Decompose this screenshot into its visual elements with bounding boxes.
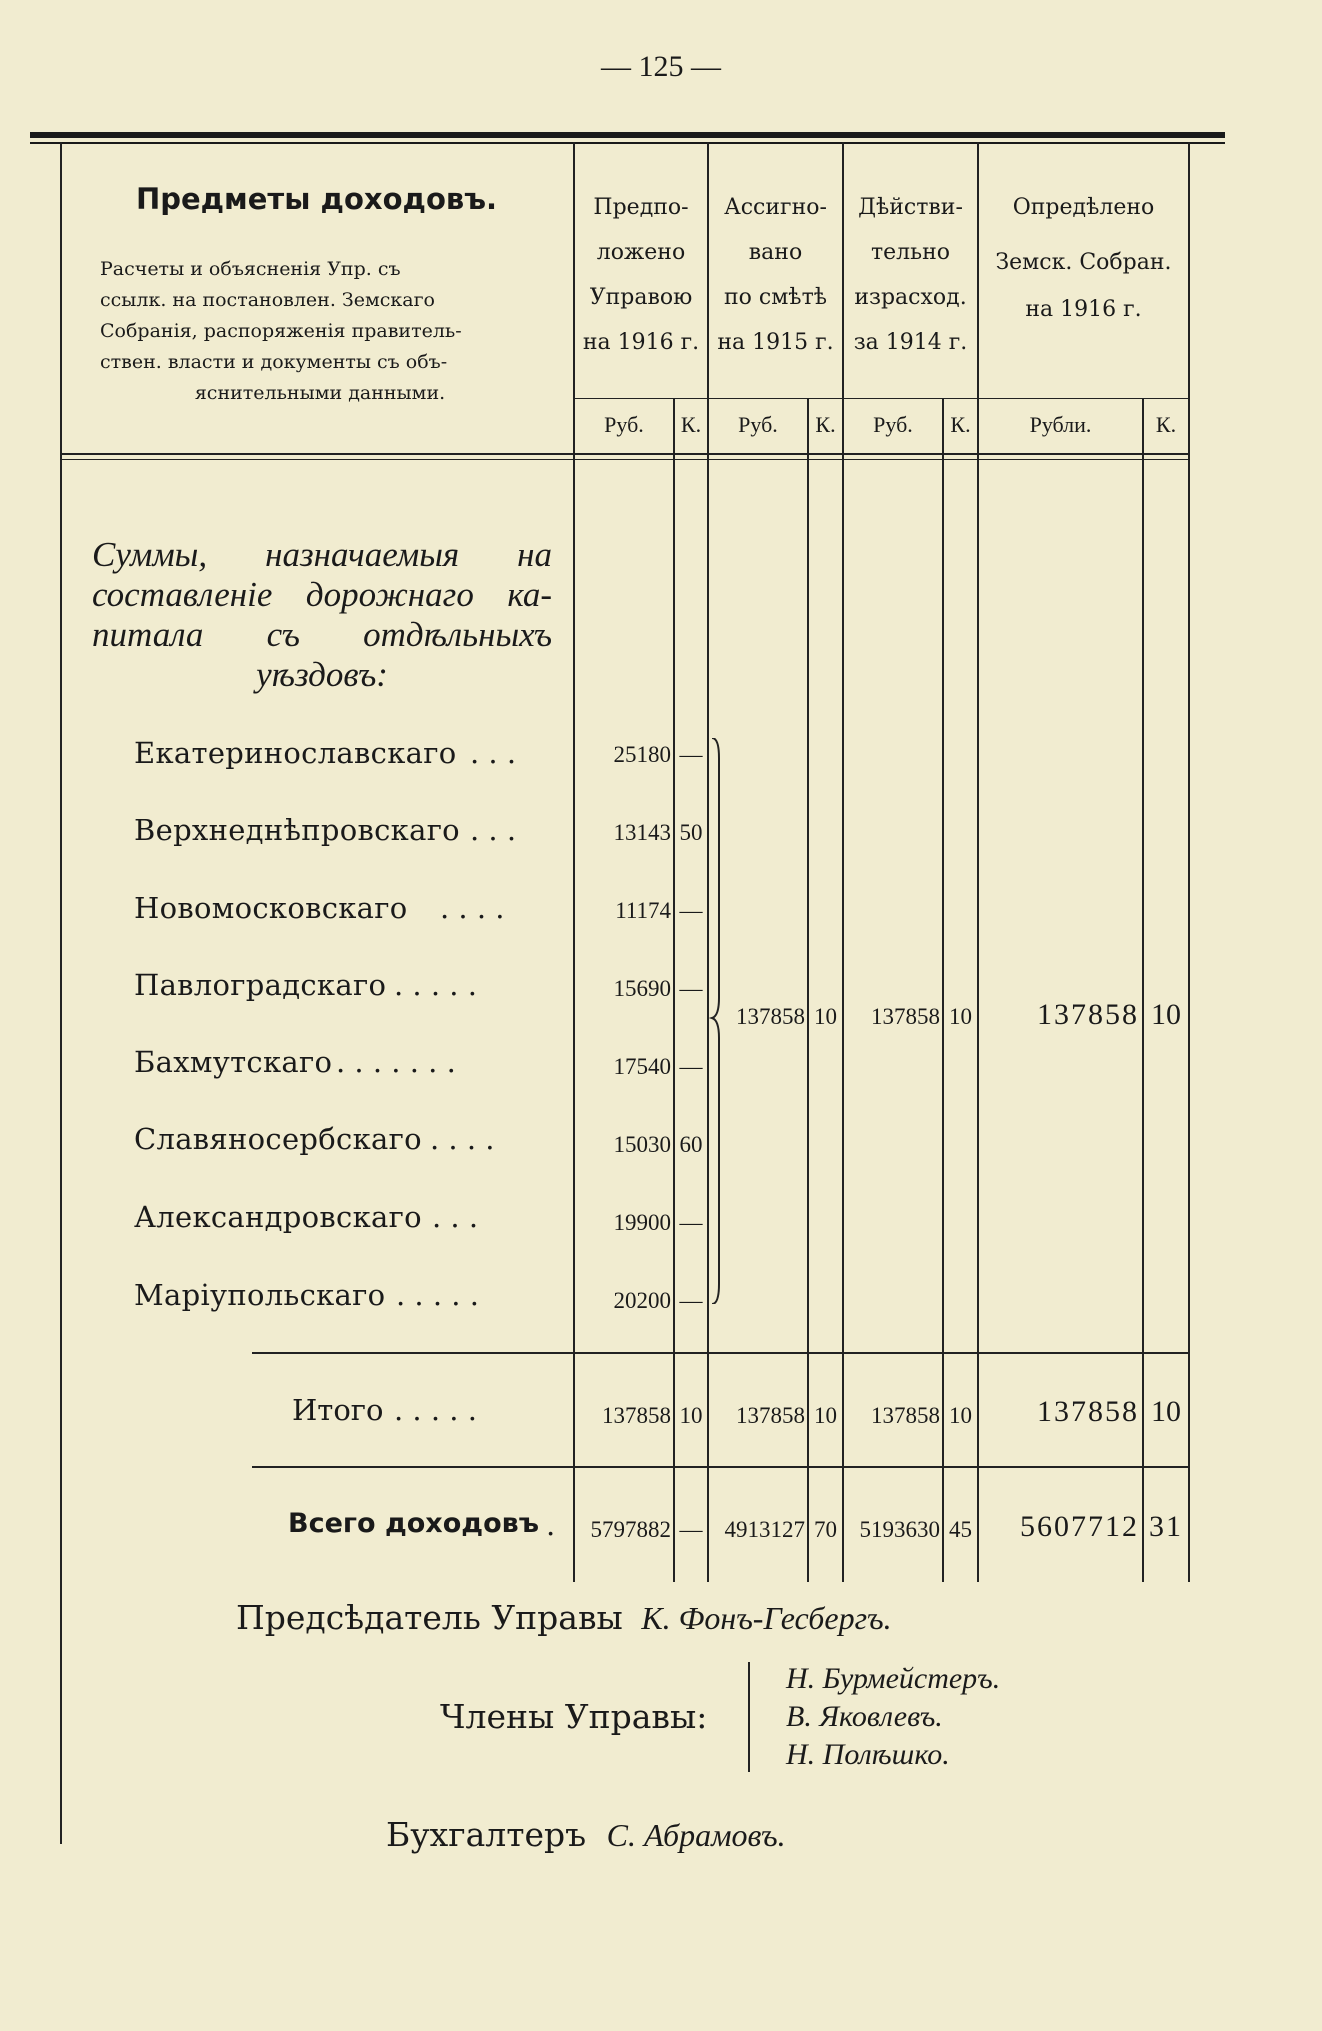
col4-header-line: Земск. Собран. bbox=[995, 250, 1172, 275]
subtitle-line: Собранія, распоряженія правитель- bbox=[100, 320, 462, 342]
grand-total-c3-rub: 5193630 bbox=[859, 1517, 940, 1542]
row-rub: 15030 bbox=[613, 1132, 671, 1157]
left-border bbox=[60, 142, 62, 1844]
col4-rub-header: Рубли. bbox=[1029, 412, 1092, 437]
row-label: Екатеринославскаго bbox=[134, 736, 457, 770]
row-dots: . . . . . bbox=[394, 968, 477, 1002]
total-c2-rub: 137858 bbox=[736, 1403, 805, 1428]
total-dots: . . . . . bbox=[394, 1393, 477, 1427]
grand-total-c1-kop: — bbox=[679, 1517, 703, 1542]
header-bottom-rule-2 bbox=[60, 459, 1188, 460]
col3-header bbox=[844, 185, 977, 365]
row-kop: — bbox=[679, 976, 703, 1001]
chairman-line bbox=[236, 1598, 892, 1637]
row-rub: 19900 bbox=[613, 1210, 671, 1235]
col1-header-line: Управою bbox=[589, 285, 693, 310]
grand-total-c1-rub: 5797882 bbox=[590, 1517, 671, 1542]
row-dots: . . . . . bbox=[396, 1278, 479, 1312]
row-kop: 60 bbox=[679, 1132, 703, 1157]
col1-header-line: Предпо- bbox=[593, 195, 689, 220]
header-bottom-rule bbox=[60, 453, 1188, 455]
header-sub-rule bbox=[573, 398, 1188, 399]
col3-header-line: тельно bbox=[870, 240, 951, 265]
col2-header-line: Ассигно- bbox=[724, 195, 827, 220]
grand-total-c3-kop: 45 bbox=[949, 1517, 972, 1542]
total-c2-kop: 10 bbox=[814, 1403, 837, 1428]
header-subtitle bbox=[100, 254, 540, 409]
row-dots: . . . . . . . bbox=[336, 1045, 456, 1079]
row-rub: 20200 bbox=[613, 1288, 671, 1313]
group-c2-kop: 10 bbox=[814, 1004, 837, 1029]
grand-total-c2-kop: 70 bbox=[814, 1517, 837, 1542]
col3-kop-header: К. bbox=[950, 412, 971, 437]
group-c4-kop: 10 bbox=[1151, 998, 1181, 1031]
total-c1-rub: 137858 bbox=[602, 1403, 671, 1428]
row-dots: . . . . bbox=[430, 1122, 495, 1156]
col2-rub-header: Руб. bbox=[738, 412, 778, 437]
accountant-line bbox=[386, 1815, 786, 1854]
col4-header bbox=[979, 185, 1188, 325]
total-c4-rub: 137858 bbox=[1037, 1395, 1139, 1428]
row-label: Новомосковскаго bbox=[134, 891, 408, 925]
top-rule-thin bbox=[30, 142, 1225, 144]
col3-header-line: израсход. bbox=[854, 285, 967, 310]
col2-header bbox=[709, 185, 842, 365]
col4-kop-header: К. bbox=[1155, 412, 1177, 437]
grand-total-label: Всего доходовъ bbox=[288, 1508, 540, 1539]
row-kop: — bbox=[679, 1288, 703, 1313]
grand-total-c4-kop: 31 bbox=[1149, 1510, 1183, 1543]
row-label: Верхнеднѣпровскаго bbox=[134, 813, 460, 847]
chairman-label: Предсѣдатель Управы bbox=[236, 1598, 623, 1637]
row-label: Бахмутскаго bbox=[134, 1045, 333, 1079]
members-bracket bbox=[748, 1662, 750, 1772]
subtitle-line: яснительными данными. bbox=[194, 382, 446, 404]
col1-header bbox=[575, 185, 707, 365]
row-kop: — bbox=[679, 1210, 703, 1235]
section-title-line: уѣздовъ: bbox=[256, 655, 388, 694]
col3-header-line: Дѣйстви- bbox=[858, 195, 963, 220]
chairman-signature: К. Фонъ-Гесбергъ. bbox=[641, 1600, 892, 1636]
subtitle-line: Расчеты и объясненія Упр. съ bbox=[100, 258, 401, 280]
group-c3-kop: 10 bbox=[949, 1004, 972, 1029]
col1-header-line: ложено bbox=[596, 240, 686, 265]
col1-rub-header: Руб. bbox=[604, 412, 644, 437]
row-kop: — bbox=[679, 898, 703, 923]
section-title-line: питала съ отдѣльныхъ bbox=[92, 615, 552, 654]
group-c4-rub: 137858 bbox=[1037, 998, 1139, 1031]
row-dots: . . . bbox=[432, 1200, 479, 1234]
members-list bbox=[786, 1660, 1000, 1774]
group-c2-rub: 137858 bbox=[736, 1004, 805, 1029]
row-rub: 11174 bbox=[615, 898, 671, 923]
col2-header-line: на 1915 г. bbox=[717, 330, 834, 355]
row-rub: 13143 bbox=[613, 820, 671, 845]
accountant-label: Бухгалтеръ bbox=[386, 1815, 587, 1854]
header-title: Предметы доходовъ. bbox=[135, 182, 498, 216]
total-label: Итого bbox=[292, 1393, 384, 1427]
member-name: Н. Полѣшко. bbox=[786, 1738, 950, 1771]
total-c4-kop: 10 bbox=[1151, 1395, 1181, 1428]
row-label: Маріупольскаго bbox=[134, 1278, 386, 1312]
page-number: — 125 — bbox=[601, 50, 721, 83]
col2-header-line: вано bbox=[748, 240, 803, 265]
col2-header-line: по смѣтѣ bbox=[723, 285, 828, 310]
col1-kop-header: К. bbox=[680, 412, 702, 437]
subtitle-line: ссылк. на постановлен. Земскаго bbox=[100, 289, 435, 311]
row-label: Павлоградскаго bbox=[134, 968, 387, 1002]
col4-header-line: Опредѣлено bbox=[1012, 195, 1155, 220]
row-rub: 25180 bbox=[613, 742, 671, 767]
group-c3-rub: 137858 bbox=[871, 1004, 940, 1029]
row-dots: . . . bbox=[470, 813, 517, 847]
total-c3-kop: 10 bbox=[949, 1403, 972, 1428]
section-title-line: Суммы, назначаемыя на bbox=[92, 535, 552, 574]
total-rule bbox=[252, 1352, 1188, 1354]
total-c1-kop: 10 bbox=[679, 1403, 703, 1428]
row-dots: . . . . bbox=[440, 891, 505, 925]
top-rule bbox=[30, 132, 1225, 138]
row-dots: . . . bbox=[470, 736, 517, 770]
col4-header-line: на 1916 г. bbox=[1025, 297, 1142, 322]
members-label: Члены Управы: bbox=[440, 1697, 708, 1736]
section-title bbox=[92, 535, 552, 695]
total-c3-rub: 137858 bbox=[871, 1403, 940, 1428]
section-title-line: составленіе дорожнаго ка- bbox=[92, 575, 552, 614]
grand-total-dots: . bbox=[546, 1508, 556, 1542]
row-kop: — bbox=[679, 1054, 703, 1079]
col3-header-line: за 1914 г. bbox=[853, 330, 968, 355]
subtitle-line: ствен. власти и документы съ объ- bbox=[100, 351, 448, 373]
right-border bbox=[1188, 142, 1190, 1582]
row-kop: — bbox=[679, 742, 703, 767]
col1-header-line: на 1916 г. bbox=[582, 330, 700, 355]
row-kop: 50 bbox=[679, 820, 703, 845]
row-label: Славяносербскаго bbox=[134, 1122, 422, 1156]
member-name: В. Яковлевъ. bbox=[786, 1700, 943, 1733]
grand-total-c2-rub: 4913127 bbox=[724, 1517, 805, 1542]
member-name: Н. Бурмейстеръ. bbox=[786, 1662, 1001, 1695]
row-label: Александровскаго bbox=[134, 1200, 422, 1234]
accountant-signature: С. Абрамовъ. bbox=[606, 1817, 786, 1853]
row-rub: 17540 bbox=[613, 1054, 671, 1079]
col-sep-4 bbox=[977, 142, 979, 1582]
col3-rub-header: Руб. bbox=[873, 412, 913, 437]
grand-total-c4-rub: 5607712 bbox=[1020, 1510, 1139, 1543]
row-rub: 15690 bbox=[613, 976, 671, 1001]
col2-kop-header: К. bbox=[815, 412, 836, 437]
grand-total-rule bbox=[252, 1466, 1188, 1468]
